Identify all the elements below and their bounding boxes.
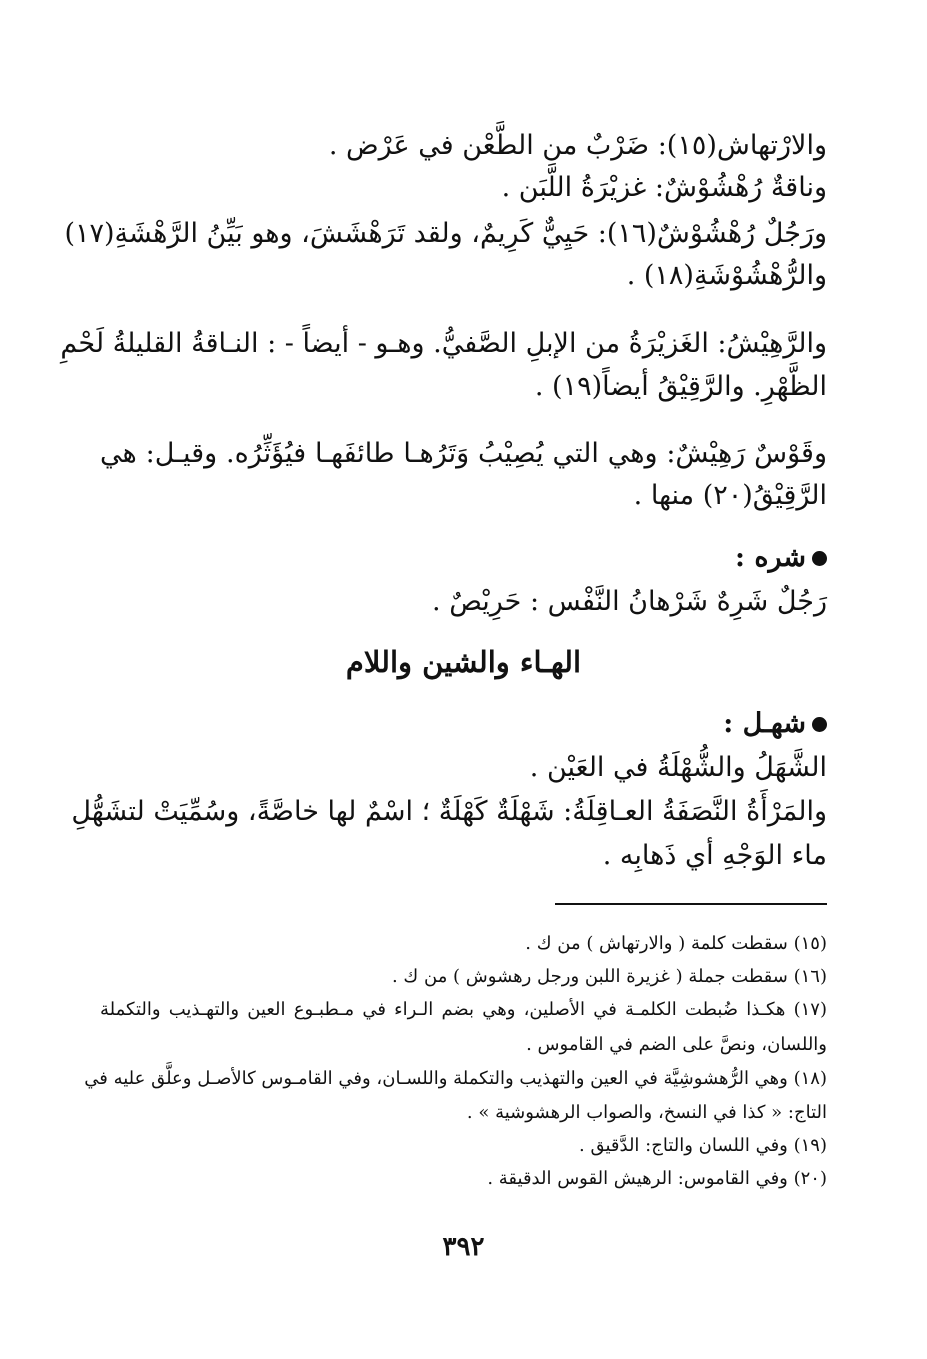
entry-line: الشَّهَلُ والشُّهْلَةُ في العَيْن .	[529, 752, 827, 783]
footnote: (١٨) وهي الرُّهشوشِيَّة في العين والتهذيب والتكملة واللسـان، وفي القامـوس كالأصـل وعلَّق عليه في	[84, 1068, 827, 1089]
body-line: والرُّهْشُوْشَةِ(١٨) .	[626, 260, 827, 291]
footnote: (١٩) وفي اللسان والتاج: الدَّقيق .	[579, 1135, 827, 1156]
footnote: (١٧) هكـذا ضُبطت الكلمـة في الأصلين، وهي بضم الـراء في مـطبـوع العين والتهـذيب والتكملة	[100, 999, 827, 1020]
entry-head-label: شره :	[734, 542, 806, 573]
footnote: التاج: « كذا في النسخ، والصواب الرهشوشية » .	[466, 1102, 827, 1123]
bullet-icon	[812, 551, 827, 566]
footnote: واللسان، ونصَّ على الضم في القاموس .	[526, 1034, 827, 1055]
footnote-separator	[555, 903, 827, 905]
page-number: ٣٩٢	[442, 1232, 485, 1262]
footnote: (٢٠) وفي القاموس: الرهيش القوس الدقيقة .	[487, 1168, 827, 1189]
body-line: والارْتهاش(١٥): ضَرْبٌ من الطَّعْن في عَرْض .	[328, 130, 827, 161]
bullet-icon	[812, 717, 827, 732]
body-line: الرَّقِيْقُ(٢٠) منها .	[633, 480, 827, 511]
body-line: والرَّهِيْشُ: الغَزيْرَةُ من الإبلِ الصَّفيُّ. وهـو - أيضاً - : النـاقةُ القليلةُ لَحْمِ	[60, 328, 827, 359]
footnote: (١٥) سقطت كلمة ( والارتهاش ) من ك .	[525, 933, 827, 954]
section-heading: الهـاء والشين واللام	[345, 645, 582, 679]
entry-head-shrh	[735, 536, 827, 580]
footnote: (١٦) سقطت جملة ( غزيرة اللبن ورجل رهشوش ) من ك .	[391, 966, 827, 987]
entry-line: والمَرْأَةُ النَّصَفَةُ العـاقِلَةُ: شَهْلَةٌ كَهْلَةٌ ؛ اسْمٌ لها خاصَّةً، وسُمِّيَتْ لتشَهُّلِ	[71, 796, 827, 827]
entry-head-shhl	[723, 702, 827, 746]
body-line: وقَوْسٌ رَهِيْشٌ: وهي التي يُصِيْبُ وَتَرُهـا طائفَهـا فيُؤَثِّرُه. وقيـل: هي	[100, 438, 827, 469]
body-line: الظَّهْرِ. والرَّقِيْقُ أيضاً(١٩) .	[534, 371, 827, 402]
body-line: ورَجُلٌ رُهْشُوْشٌ(١٦): حَيِيٌّ كَرِيمٌ، ولقد تَرَهْشَشَ، وهو بَيِّنُ الرَّهْشَةِ(١٧)	[64, 218, 827, 249]
entry-line: ماء الوَجْهِ أي ذَهابِه .	[602, 840, 827, 871]
entry-head-label: شهـل :	[723, 708, 806, 739]
body-line: وناقةٌ رُهْشُوْشٌ: غزيْرَةُ اللَّبَن .	[501, 172, 827, 203]
entry-text-shrh: رَجُلٌ شَرِهٌ شَرْهانُ النَّفْس : حَرِيْصٌ .	[432, 586, 827, 617]
